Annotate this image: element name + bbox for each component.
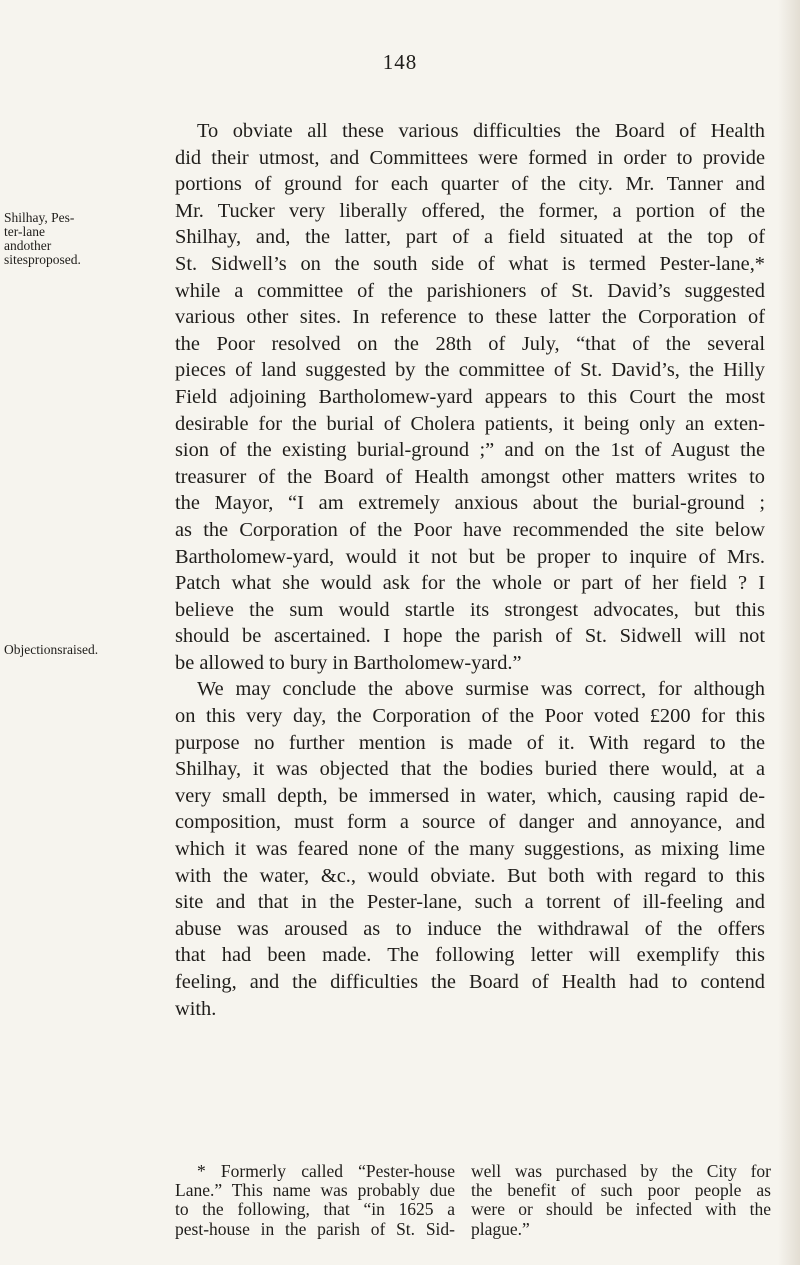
margin-note-line: Objections xyxy=(4,642,63,657)
body-line: To obviate all these various difficulties the Board of Health xyxy=(197,120,765,142)
footnote-line: were or should be infected with the xyxy=(471,1199,771,1220)
body-line: Patch what she would ask for the whole or part of her field ? I xyxy=(175,572,765,595)
body-line: did their utmost, and Committees were formed in order to provide xyxy=(175,146,765,169)
page-edge-shadow xyxy=(778,0,800,1265)
body-line: while a committee of the parishioners of St. David’s suggested xyxy=(175,279,765,302)
margin-note-objections xyxy=(4,642,99,657)
footnote-left-column xyxy=(175,1162,455,1239)
body-line: sion of the existing burial-ground ;” and on the 1st of August the xyxy=(175,439,765,462)
margin-note-line: proposed. xyxy=(28,252,81,267)
body-line: pieces of land suggested by the committee of St. David’s, the Hilly xyxy=(175,359,765,382)
body-line: Shilhay, and, the latter, part of a field situated at the top of xyxy=(175,226,765,249)
body-line: on this very day, the Corporation of the Poor voted £200 for this xyxy=(175,705,765,728)
footnote-line: pest-house in the parish of St. Sid- xyxy=(175,1218,455,1239)
body-line: Shilhay, it was objected that the bodies buried there would, at a xyxy=(175,758,765,781)
margin-note-line: raised. xyxy=(62,642,99,657)
body-line: very small depth, be immersed in water, which, causing rapid de- xyxy=(175,784,765,807)
body-line: various other sites. In reference to these latter the Corporation of xyxy=(175,306,765,329)
footnote-line: * Formerly called “Pester-house xyxy=(197,1161,455,1181)
body-line: composition, must form a source of danger and annoyance, and xyxy=(175,811,765,834)
body-line: that had been made. The following letter will exemplify this xyxy=(175,944,765,967)
footnote-line: to the following, that “in 1625 a xyxy=(175,1199,455,1220)
body-line: with the water, &c., would obviate. But both with regard to this xyxy=(175,864,765,887)
body-line: purpose no further mention is made of it. With regard to the xyxy=(175,731,765,754)
body-line: as the Corporation of the Poor have recommended the site below xyxy=(175,518,765,541)
body-line: feeling, and the difficulties the Board of Health had to contend xyxy=(175,971,765,993)
body-line: which it was feared none of the many suggestions, as mixing lime xyxy=(175,838,765,861)
body-line: Mr. Tucker very liberally offered, the former, a portion of the xyxy=(175,199,765,222)
footnote-line: the benefit of such poor people as xyxy=(471,1180,771,1201)
body-line: We may conclude the above surmise was correct, for although xyxy=(197,678,765,701)
body-line: treasurer of the Board of Health amongst other matters writes to xyxy=(175,465,765,488)
margin-note-line: Shilhay, Pes- xyxy=(4,210,75,225)
body-text xyxy=(175,118,765,1022)
footnote-right-column xyxy=(471,1162,771,1239)
body-line: desirable for the burial of Cholera patients, it being only an exten- xyxy=(175,412,765,435)
margin-note-line: other sites xyxy=(4,238,52,267)
body-line: with. xyxy=(175,997,217,1020)
body-line: the Poor resolved on the 28th of July, “that of the several xyxy=(175,332,765,355)
body-line: site and that in the Pester-lane, such a torrent of ill-feeling and xyxy=(175,891,765,914)
body-line: Field adjoining Bartholomew-yard appears to this Court the most xyxy=(175,385,765,408)
margin-note-line: ter-lane and xyxy=(4,224,45,253)
body-line: abuse was aroused as to induce the withdrawal of the offers xyxy=(175,917,765,940)
body-line: should be ascertained. I hope the parish of St. Sidwell will not xyxy=(175,625,765,648)
body-line: be allowed to bury in Bartholomew-yard.” xyxy=(175,651,522,674)
body-line: portions of ground for each quarter of the city. Mr. Tanner and xyxy=(175,173,765,196)
body-line: Bartholomew-yard, would it not but be proper to inquire of Mrs. xyxy=(175,545,765,568)
footnote-line: well was purchased by the City for xyxy=(471,1161,771,1181)
page-number: 148 xyxy=(382,50,418,74)
body-line: St. Sidwell’s on the south side of what is termed Pester-lane,* xyxy=(175,252,765,275)
margin-note-sites-proposed xyxy=(4,211,86,267)
body-line: the Mayor, “I am extremely anxious about the burial-ground ; xyxy=(175,492,765,515)
body-line: believe the sum would startle its strongest advocates, but this xyxy=(175,598,765,621)
footnote-line: Lane.” This name was probably due xyxy=(175,1180,455,1201)
footnote-line: plague.” xyxy=(471,1218,530,1239)
